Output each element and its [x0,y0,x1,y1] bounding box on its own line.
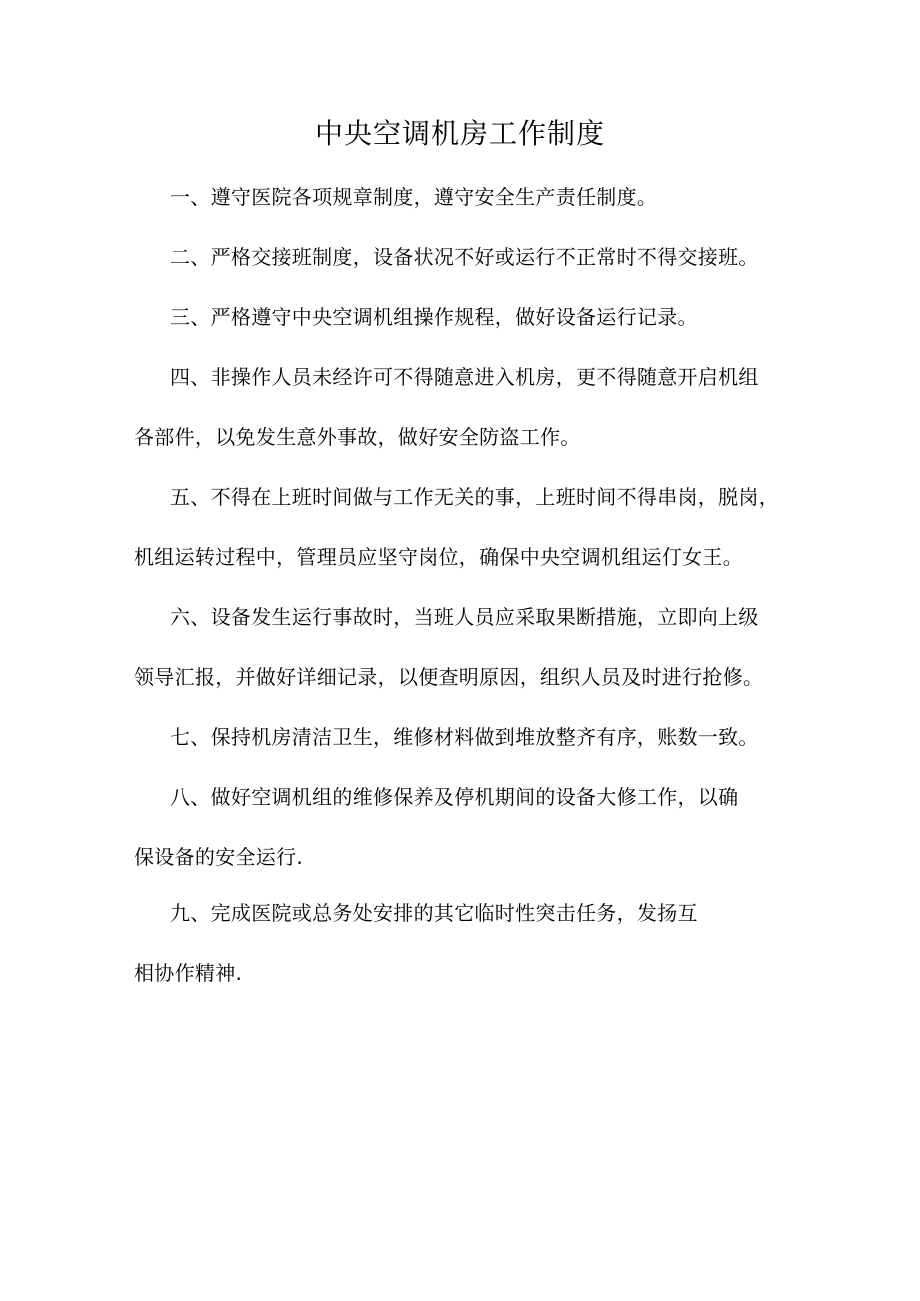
rule-5-continuation: 机组运转过程中，管理员应坚守岗位，确保中央空调机组运仃女王。 [134,545,743,569]
rule-4-continuation: 各部件，以免发生意外事故，做好安全防盗工作。 [134,425,581,449]
rule-3-line: 三、严格遵守中央空调机组操作规程，做好设备运行记录。 [170,305,698,329]
rule-4-line: 四、非操作人员未经许可不得随意进入机房，更不得随意开启机组 [170,365,759,389]
rule-9-line: 九、完成医院或总务处安排的其它临时性突击任务，发扬互 [170,901,698,925]
rule-6-line: 六、设备发生运行事故时，当班人员应采取果断措施，立即向上级 [170,605,759,629]
rule-8-line: 八、做好空调机组的维修保养及停机期间的设备大修工作，以确 [170,785,739,809]
page-title: 中央空调机房工作制度 [314,117,605,150]
rule-6-continuation: 领导汇报，并做好详细记录，以便查明原因，组织人员及时进行抢修。 [134,665,764,689]
rule-1-line: 一、遵守医院各项规章制度，遵守安全生产责任制度。 [170,185,658,209]
rule-2-line: 二、严格交接班制度，设备状况不好或运行不正常时不得交接班。 [170,245,759,269]
rule-9-continuation: 相协作精神. [134,961,243,985]
rule-5-line: 五、不得在上班时间做与工作无关的事，上班时间不得串岗，脱岗， [170,485,779,509]
rule-7-line: 七、保持机房清洁卫生，维修材料做到堆放整齐有序，账数一致。 [170,725,759,749]
rule-8-continuation: 保设备的安全运行. [134,845,304,869]
